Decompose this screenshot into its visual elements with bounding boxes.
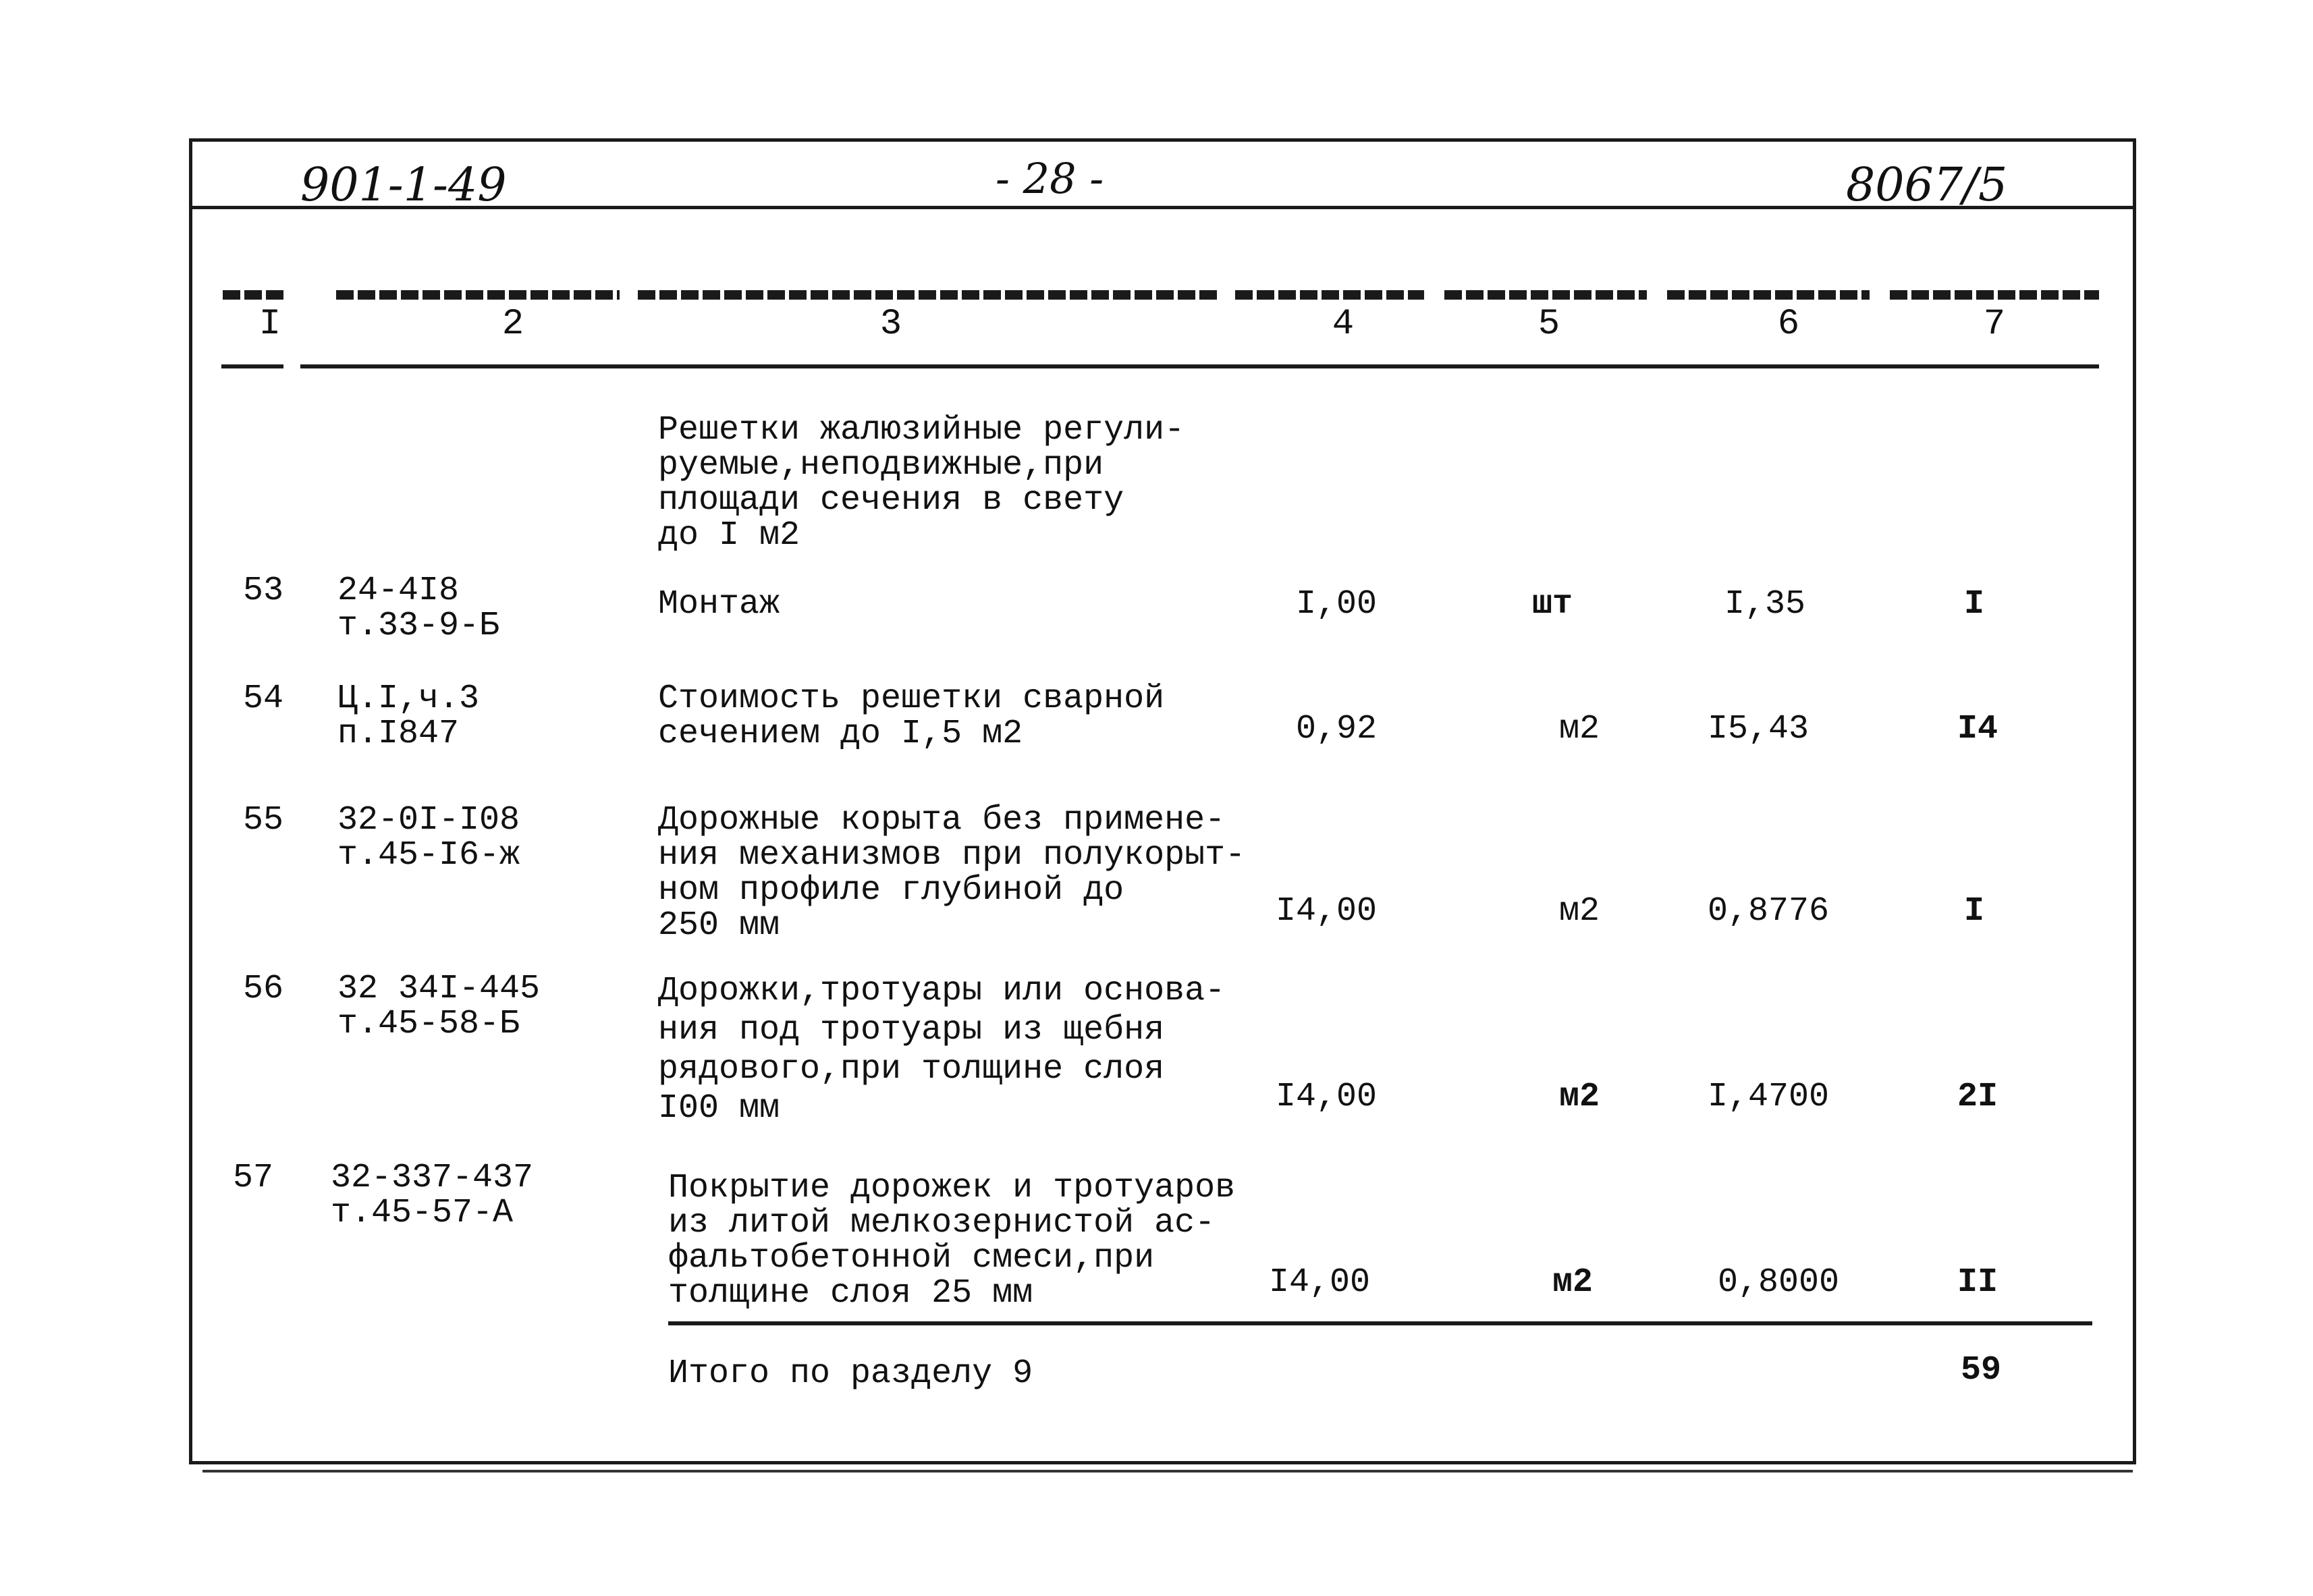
col-dash-2: [336, 290, 620, 300]
row-57-price: 0,8000: [1718, 1263, 1840, 1302]
row-56-unit: м2: [1559, 1078, 1600, 1116]
col-head-4: 4: [1332, 304, 1355, 345]
row-53-number: 53: [243, 572, 284, 610]
row-55-qty: I4,00: [1275, 892, 1377, 931]
row-56-qty: I4,00: [1275, 1078, 1377, 1116]
row-53-unit: шт: [1532, 585, 1573, 624]
row-54-qty: 0,92: [1295, 710, 1377, 748]
row-56-code: 32 34I-445 т.45-58-Б: [337, 970, 541, 1043]
col-head-6: 6: [1777, 304, 1800, 345]
row-53-desc: Монтаж: [658, 585, 780, 624]
page-number: - 28 -: [996, 154, 1104, 203]
row-54-desc: Стоимость решетки сварной сечением до I,5 м2: [658, 680, 1165, 753]
row-54-unit: м2: [1559, 710, 1600, 748]
col-head-3: 3: [879, 304, 902, 345]
row-57-number: 57: [233, 1159, 274, 1197]
row-53-total: I: [1964, 585, 1985, 624]
head-underline-1: [221, 364, 283, 368]
row-56-price: I,4700: [1708, 1078, 1830, 1116]
left-mark: 901-1-49: [300, 159, 507, 212]
row-55-price: 0,8776: [1708, 892, 1830, 931]
col-dash-6: [1667, 290, 1870, 300]
col-head-2: 2: [501, 304, 524, 345]
bottom-rule: [202, 1470, 2133, 1473]
col-dash-7: [1890, 290, 2099, 300]
row-57-unit: м2: [1552, 1263, 1594, 1302]
total-rule: [668, 1321, 2092, 1325]
row-57-desc: Покрытие дорожек и тротуаров из литой мелкозернистой ас- фальтобетонной смеси,при толщине слоя 25 мм: [668, 1169, 1236, 1313]
total-value: 59: [1961, 1351, 2002, 1389]
row-57-code: 32-337-437 т.45-57-А: [331, 1159, 534, 1232]
row-56-total: 2I: [1957, 1078, 1998, 1116]
col-head-7: 7: [1983, 304, 2006, 345]
row-53-qty: I,00: [1295, 585, 1377, 624]
row-57-qty: I4,00: [1268, 1263, 1370, 1302]
row-54-code: Ц.I,ч.3 п.I847: [337, 680, 480, 753]
section-intro: Решетки жалюзийные регули- руемые,неподвижные,при площади сечения в свету до I м2: [658, 411, 1185, 555]
right-mark: 8067/5: [1846, 159, 2008, 212]
row-57-total: II: [1957, 1263, 1998, 1302]
row-55-total: I: [1964, 892, 1985, 931]
col-dash-5: [1444, 290, 1647, 300]
col-dash-4: [1235, 290, 1424, 300]
row-56-number: 56: [243, 970, 284, 1008]
row-55-unit: м2: [1559, 892, 1600, 931]
total-label: Итого по разделу 9: [668, 1354, 1033, 1393]
row-55-number: 55: [243, 801, 284, 840]
row-55-desc: Дорожные корыта без примене- ния механизмов при полукорыт- ном профиле глубиной до 250 мм: [658, 801, 1246, 945]
col-head-5: 5: [1538, 304, 1560, 345]
row-54-number: 54: [243, 680, 284, 718]
row-55-code: 32-0I-I08 т.45-I6-ж: [337, 801, 520, 875]
row-54-total: I4: [1957, 710, 1998, 748]
row-56-desc: Дорожки,тротуары или основа- ния под тротуары из щебня рядового,при толщине слоя I00 мм: [658, 972, 1226, 1128]
head-underline: [300, 364, 2099, 368]
row-54-price: I5,43: [1708, 710, 1809, 748]
col-dash-3: [638, 290, 1218, 300]
col-dash-1: [223, 290, 283, 300]
col-head-1: I: [258, 304, 281, 345]
row-53-code: 24-4I8 т.33-9-Б: [337, 572, 500, 645]
row-53-price: I,35: [1724, 585, 1806, 624]
